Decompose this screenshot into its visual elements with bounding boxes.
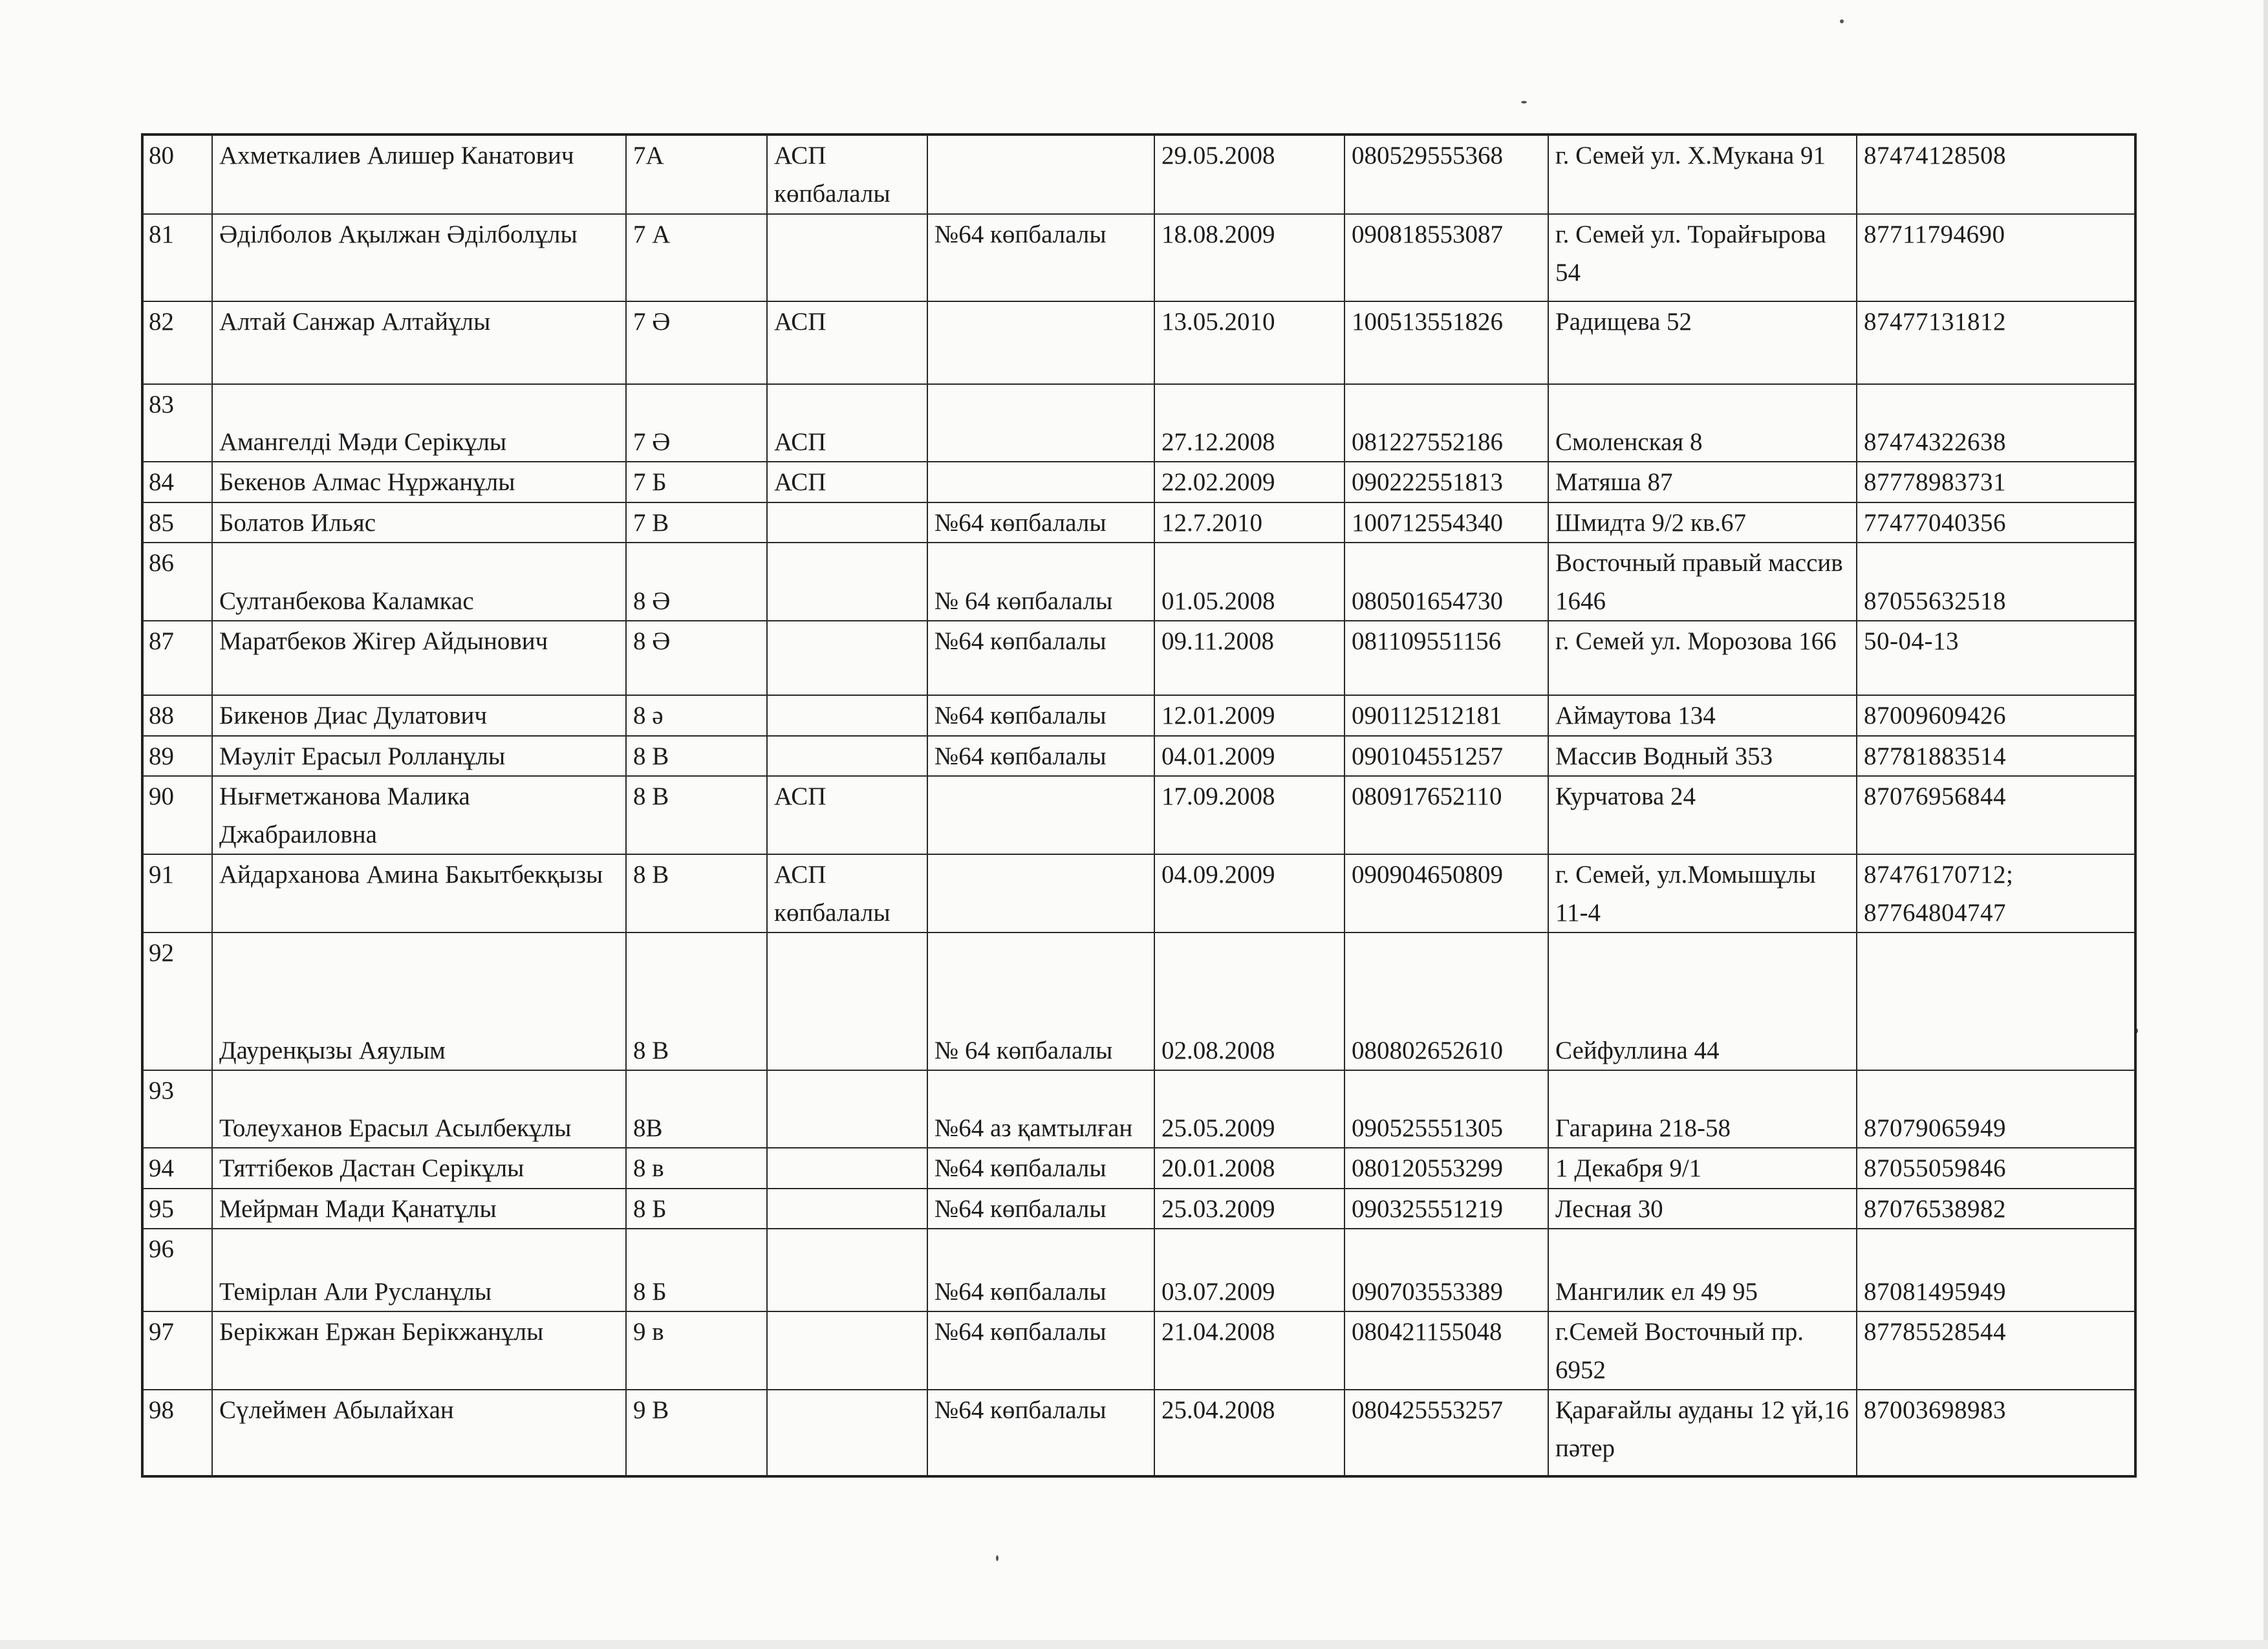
grade-cell: 8 Ә xyxy=(626,543,767,621)
iin-cell: 090703553389 xyxy=(1345,1229,1548,1311)
student-name-cell: Мәуліт Ерасыл Ролланұлы xyxy=(212,736,626,777)
table-row xyxy=(142,776,2135,854)
phone-cell: 87076956844 xyxy=(1857,776,2135,854)
grade-cell: 7А xyxy=(626,135,767,214)
table-row xyxy=(142,1311,2135,1390)
table-row xyxy=(142,1390,2135,1476)
phone-cell: 87076538982 xyxy=(1857,1189,2135,1229)
student-name-cell: Айдарханова Амина Бакытбекқызы xyxy=(212,854,626,932)
school-status-cell xyxy=(927,854,1154,932)
birth-date-cell: 25.03.2009 xyxy=(1154,1189,1345,1229)
phone-cell: 87474322638 xyxy=(1857,384,2135,462)
address-cell: г. Семей ул. Торайғырова 54 xyxy=(1548,214,1857,301)
social-status-cell xyxy=(767,932,927,1070)
social-status-cell: АСП xyxy=(767,462,927,502)
grade-cell: 8 В xyxy=(626,776,767,854)
iin-cell: 090904650809 xyxy=(1345,854,1548,932)
address-cell: г. Семей, ул.Момышұлы 11-4 xyxy=(1548,854,1857,932)
scan-speck xyxy=(1521,101,1527,103)
iin-cell: 090112512181 xyxy=(1345,695,1548,736)
school-status-cell: №64 көпбалалы xyxy=(927,1189,1154,1229)
school-status-cell: №64 көпбалалы xyxy=(927,1390,1154,1476)
school-status-cell xyxy=(927,135,1154,214)
birth-date-cell: 22.02.2009 xyxy=(1154,462,1345,502)
birth-date-cell: 03.07.2009 xyxy=(1154,1229,1345,1311)
address-cell: г. Семей ул. Х.Мукана 91 xyxy=(1548,135,1857,214)
phone-cell: 87477131812 xyxy=(1857,301,2135,384)
social-status-cell xyxy=(767,1390,927,1476)
iin-cell: 080120553299 xyxy=(1345,1148,1548,1189)
phone-cell: 77477040356 xyxy=(1857,502,2135,543)
table-row xyxy=(142,135,2135,214)
iin-cell: 090325551219 xyxy=(1345,1189,1548,1229)
address-cell: Курчатова 24 xyxy=(1548,776,1857,854)
table-row xyxy=(142,621,2135,695)
phone-cell: 87003698983 xyxy=(1857,1390,2135,1476)
grade-cell: 8 в xyxy=(626,1148,767,1189)
row-number-cell: 92 xyxy=(142,932,212,1070)
row-number-cell: 95 xyxy=(142,1189,212,1229)
school-status-cell: №64 көпбалалы xyxy=(927,736,1154,777)
table-row xyxy=(142,695,2135,736)
address-cell: Матяша 87 xyxy=(1548,462,1857,502)
address-cell: Сейфуллина 44 xyxy=(1548,932,1857,1070)
row-number-cell: 93 xyxy=(142,1070,212,1148)
student-table-body xyxy=(142,135,2135,1476)
grade-cell: 8 В xyxy=(626,854,767,932)
student-name-cell: Алтай Санжар Алтайұлы xyxy=(212,301,626,384)
row-number-cell: 98 xyxy=(142,1390,212,1476)
grade-cell: 9 В xyxy=(626,1390,767,1476)
social-status-cell xyxy=(767,1189,927,1229)
grade-cell: 8 В xyxy=(626,932,767,1070)
birth-date-cell: 13.05.2010 xyxy=(1154,301,1345,384)
address-cell: Смоленская 8 xyxy=(1548,384,1857,462)
address-cell: Массив Водный 353 xyxy=(1548,736,1857,777)
school-status-cell: № 64 көпбалалы xyxy=(927,932,1154,1070)
student-name-cell: Берікжан Ержан Берікжанұлы xyxy=(212,1311,626,1390)
table-row xyxy=(142,462,2135,502)
birth-date-cell: 12.01.2009 xyxy=(1154,695,1345,736)
iin-cell: 080425553257 xyxy=(1345,1390,1548,1476)
scan-speck xyxy=(996,1555,999,1561)
birth-date-cell: 12.7.2010 xyxy=(1154,502,1345,543)
iin-cell: 090104551257 xyxy=(1345,736,1548,777)
social-status-cell xyxy=(767,1070,927,1148)
social-status-cell xyxy=(767,621,927,695)
social-status-cell: АСП xyxy=(767,776,927,854)
social-status-cell: АСП көпбалалы xyxy=(767,854,927,932)
social-status-cell xyxy=(767,214,927,301)
row-number-cell: 87 xyxy=(142,621,212,695)
school-status-cell xyxy=(927,301,1154,384)
student-name-cell: Бекенов Алмас Нұржанұлы xyxy=(212,462,626,502)
birth-date-cell: 25.05.2009 xyxy=(1154,1070,1345,1148)
student-name-cell: Мейрман Мади Қанатұлы xyxy=(212,1189,626,1229)
student-name-cell: Дауренқызы Аяулым xyxy=(212,932,626,1070)
table-row xyxy=(142,1148,2135,1189)
social-status-cell xyxy=(767,543,927,621)
row-number-cell: 81 xyxy=(142,214,212,301)
row-number-cell: 96 xyxy=(142,1229,212,1311)
grade-cell: 7 Б xyxy=(626,462,767,502)
grade-cell: 9 в xyxy=(626,1311,767,1390)
school-status-cell: № 64 көпбалалы xyxy=(927,543,1154,621)
address-cell: Аймаутова 134 xyxy=(1548,695,1857,736)
phone-cell: 87785528544 xyxy=(1857,1311,2135,1390)
grade-cell: 8В xyxy=(626,1070,767,1148)
row-number-cell: 84 xyxy=(142,462,212,502)
row-number-cell: 82 xyxy=(142,301,212,384)
phone-cell: 87081495949 xyxy=(1857,1229,2135,1311)
birth-date-cell: 21.04.2008 xyxy=(1154,1311,1345,1390)
table-row xyxy=(142,502,2135,543)
row-number-cell: 89 xyxy=(142,736,212,777)
address-cell: Восточный правый массив 1646 xyxy=(1548,543,1857,621)
grade-cell: 7 Ә xyxy=(626,301,767,384)
table-row xyxy=(142,214,2135,301)
scan-speck xyxy=(1840,19,1844,23)
grade-cell: 7 А xyxy=(626,214,767,301)
row-number-cell: 91 xyxy=(142,854,212,932)
school-status-cell: №64 көпбалалы xyxy=(927,1229,1154,1311)
phone-cell: 87055632518 xyxy=(1857,543,2135,621)
social-status-cell: АСП xyxy=(767,301,927,384)
iin-cell: 080529555368 xyxy=(1345,135,1548,214)
address-cell: Гагарина 218-58 xyxy=(1548,1070,1857,1148)
birth-date-cell: 09.11.2008 xyxy=(1154,621,1345,695)
school-status-cell: №64 аз қамтылған xyxy=(927,1070,1154,1148)
grade-cell: 7 В xyxy=(626,502,767,543)
iin-cell: 090818553087 xyxy=(1345,214,1548,301)
grade-cell: 8 Б xyxy=(626,1229,767,1311)
school-status-cell: №64 көпбалалы xyxy=(927,1148,1154,1189)
iin-cell: 090525551305 xyxy=(1345,1070,1548,1148)
address-cell: Радищева 52 xyxy=(1548,301,1857,384)
phone-cell: 87711794690 xyxy=(1857,214,2135,301)
phone-cell: 87009609426 xyxy=(1857,695,2135,736)
school-status-cell xyxy=(927,462,1154,502)
grade-cell: 8 ә xyxy=(626,695,767,736)
school-status-cell: №64 көпбалалы xyxy=(927,214,1154,301)
table-row xyxy=(142,1189,2135,1229)
school-status-cell: №64 көпбалалы xyxy=(927,621,1154,695)
social-status-cell xyxy=(767,1311,927,1390)
table-row xyxy=(142,1229,2135,1311)
row-number-cell: 90 xyxy=(142,776,212,854)
student-name-cell: Толеуханов Ерасыл Асылбекұлы xyxy=(212,1070,626,1148)
table-row xyxy=(142,854,2135,932)
iin-cell: 080421155048 xyxy=(1345,1311,1548,1390)
social-status-cell xyxy=(767,736,927,777)
iin-cell: 080917652110 xyxy=(1345,776,1548,854)
iin-cell: 080501654730 xyxy=(1345,543,1548,621)
social-status-cell: АСП көпбалалы xyxy=(767,135,927,214)
table-row xyxy=(142,301,2135,384)
phone-cell: 87778983731 xyxy=(1857,462,2135,502)
row-number-cell: 88 xyxy=(142,695,212,736)
social-status-cell xyxy=(767,695,927,736)
birth-date-cell: 18.08.2009 xyxy=(1154,214,1345,301)
row-number-cell: 94 xyxy=(142,1148,212,1189)
table-row xyxy=(142,384,2135,462)
address-cell: Шмидта 9/2 кв.67 xyxy=(1548,502,1857,543)
table-row xyxy=(142,932,2135,1070)
birth-date-cell: 27.12.2008 xyxy=(1154,384,1345,462)
page-edge-shadow-bottom xyxy=(0,1640,2268,1649)
student-name-cell: Ахметкалиев Алишер Канатович xyxy=(212,135,626,214)
phone-cell: 87055059846 xyxy=(1857,1148,2135,1189)
iin-cell: 080802652610 xyxy=(1345,932,1548,1070)
row-number-cell: 97 xyxy=(142,1311,212,1390)
phone-cell: 87476170712; 87764804747 xyxy=(1857,854,2135,932)
student-table xyxy=(141,133,2137,1478)
address-cell: Қарағайлы ауданы 12 үй,16 пәтер xyxy=(1548,1390,1857,1476)
address-cell: 1 Декабря 9/1 xyxy=(1548,1148,1857,1189)
phone-cell: 87474128508 xyxy=(1857,135,2135,214)
iin-cell: 081109551156 xyxy=(1345,621,1548,695)
address-cell: г.Семей Восточный пр. 6952 xyxy=(1548,1311,1857,1390)
address-cell: Лесная 30 xyxy=(1548,1189,1857,1229)
school-status-cell xyxy=(927,776,1154,854)
birth-date-cell: 20.01.2008 xyxy=(1154,1148,1345,1189)
iin-cell: 100513551826 xyxy=(1345,301,1548,384)
student-name-cell: Султанбекова Каламкас xyxy=(212,543,626,621)
school-status-cell: №64 көпбалалы xyxy=(927,1311,1154,1390)
grade-cell: 8 Ә xyxy=(626,621,767,695)
grade-cell: 8 Б xyxy=(626,1189,767,1229)
phone-cell: 50-04-13 xyxy=(1857,621,2135,695)
school-status-cell xyxy=(927,384,1154,462)
iin-cell: 081227552186 xyxy=(1345,384,1548,462)
social-status-cell: АСП xyxy=(767,384,927,462)
row-number-cell: 80 xyxy=(142,135,212,214)
social-status-cell xyxy=(767,1148,927,1189)
student-name-cell: Тяттібеков Дастан Серікұлы xyxy=(212,1148,626,1189)
phone-cell: 87781883514 xyxy=(1857,736,2135,777)
student-name-cell: Нығметжанова Малика Джабраиловна xyxy=(212,776,626,854)
birth-date-cell: 04.09.2009 xyxy=(1154,854,1345,932)
table-row xyxy=(142,543,2135,621)
row-number-cell: 83 xyxy=(142,384,212,462)
student-name-cell: Болатов Ильяс xyxy=(212,502,626,543)
birth-date-cell: 17.09.2008 xyxy=(1154,776,1345,854)
social-status-cell xyxy=(767,502,927,543)
student-name-cell: Бикенов Диас Дулатович xyxy=(212,695,626,736)
table-row xyxy=(142,736,2135,777)
page-edge-shadow xyxy=(2263,0,2268,1649)
student-name-cell: Амангелді Мәди Серікұлы xyxy=(212,384,626,462)
school-status-cell: №64 көпбалалы xyxy=(927,695,1154,736)
student-name-cell: Сүлеймен Абылайхан xyxy=(212,1390,626,1476)
birth-date-cell: 02.08.2008 xyxy=(1154,932,1345,1070)
grade-cell: 8 В xyxy=(626,736,767,777)
school-status-cell: №64 көпбалалы xyxy=(927,502,1154,543)
birth-date-cell: 29.05.2008 xyxy=(1154,135,1345,214)
address-cell: г. Семей ул. Морозова 166 xyxy=(1548,621,1857,695)
birth-date-cell: 25.04.2008 xyxy=(1154,1390,1345,1476)
student-name-cell: Темірлан Али Русланұлы xyxy=(212,1229,626,1311)
row-number-cell: 85 xyxy=(142,502,212,543)
birth-date-cell: 04.01.2009 xyxy=(1154,736,1345,777)
social-status-cell xyxy=(767,1229,927,1311)
phone-cell xyxy=(1857,932,2135,1070)
student-name-cell: Маратбеков Жігер Айдынович xyxy=(212,621,626,695)
iin-cell: 100712554340 xyxy=(1345,502,1548,543)
address-cell: Мангилик ел 49 95 xyxy=(1548,1229,1857,1311)
grade-cell: 7 Ә xyxy=(626,384,767,462)
iin-cell: 090222551813 xyxy=(1345,462,1548,502)
birth-date-cell: 01.05.2008 xyxy=(1154,543,1345,621)
row-number-cell: 86 xyxy=(142,543,212,621)
table-row xyxy=(142,1070,2135,1148)
phone-cell: 87079065949 xyxy=(1857,1070,2135,1148)
student-name-cell: Әділболов Ақылжан Әділболұлы xyxy=(212,214,626,301)
